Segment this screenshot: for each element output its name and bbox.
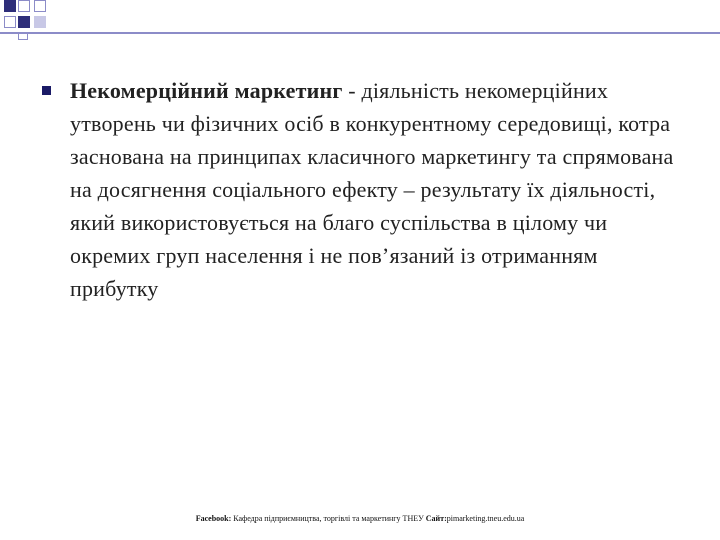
- decor-square: [34, 16, 46, 28]
- definition-term: Некомерційний маркетинг: [70, 78, 343, 103]
- decor-square: [4, 0, 16, 12]
- decor-square: [18, 16, 30, 28]
- decor-square: [18, 34, 28, 40]
- corner-decoration: [0, 0, 720, 40]
- footer-facebook-text: Кафедра підприємництва, торгівлі та маркетингу ТНЕУ: [231, 514, 426, 523]
- decor-square: [34, 0, 46, 12]
- decor-square: [18, 0, 30, 12]
- footer-site-label: Сайт:: [425, 514, 447, 523]
- slide-content: [40, 74, 680, 305]
- footer: [0, 514, 720, 524]
- footer-site-url: pimarketing.tneu.edu.ua: [446, 514, 525, 523]
- bullet-text: [70, 74, 680, 305]
- bullet-item: [40, 74, 680, 305]
- header-rule: [0, 32, 720, 34]
- footer-facebook-label: Facebook:: [195, 514, 232, 523]
- definition-body: - діяльність некомерційних утворень чи фізичних осіб в конкурентному середовищі, котра заснована на принципах класичного маркетингу та спрямована на досягнення соціального ефекту – результату їх діяльності, який використовується на благо суспільства в цілому чи окремих груп населення і не пов’язаний із отриманням прибутку: [70, 78, 674, 301]
- decor-square: [4, 16, 16, 28]
- square-bullet-icon: [42, 86, 51, 95]
